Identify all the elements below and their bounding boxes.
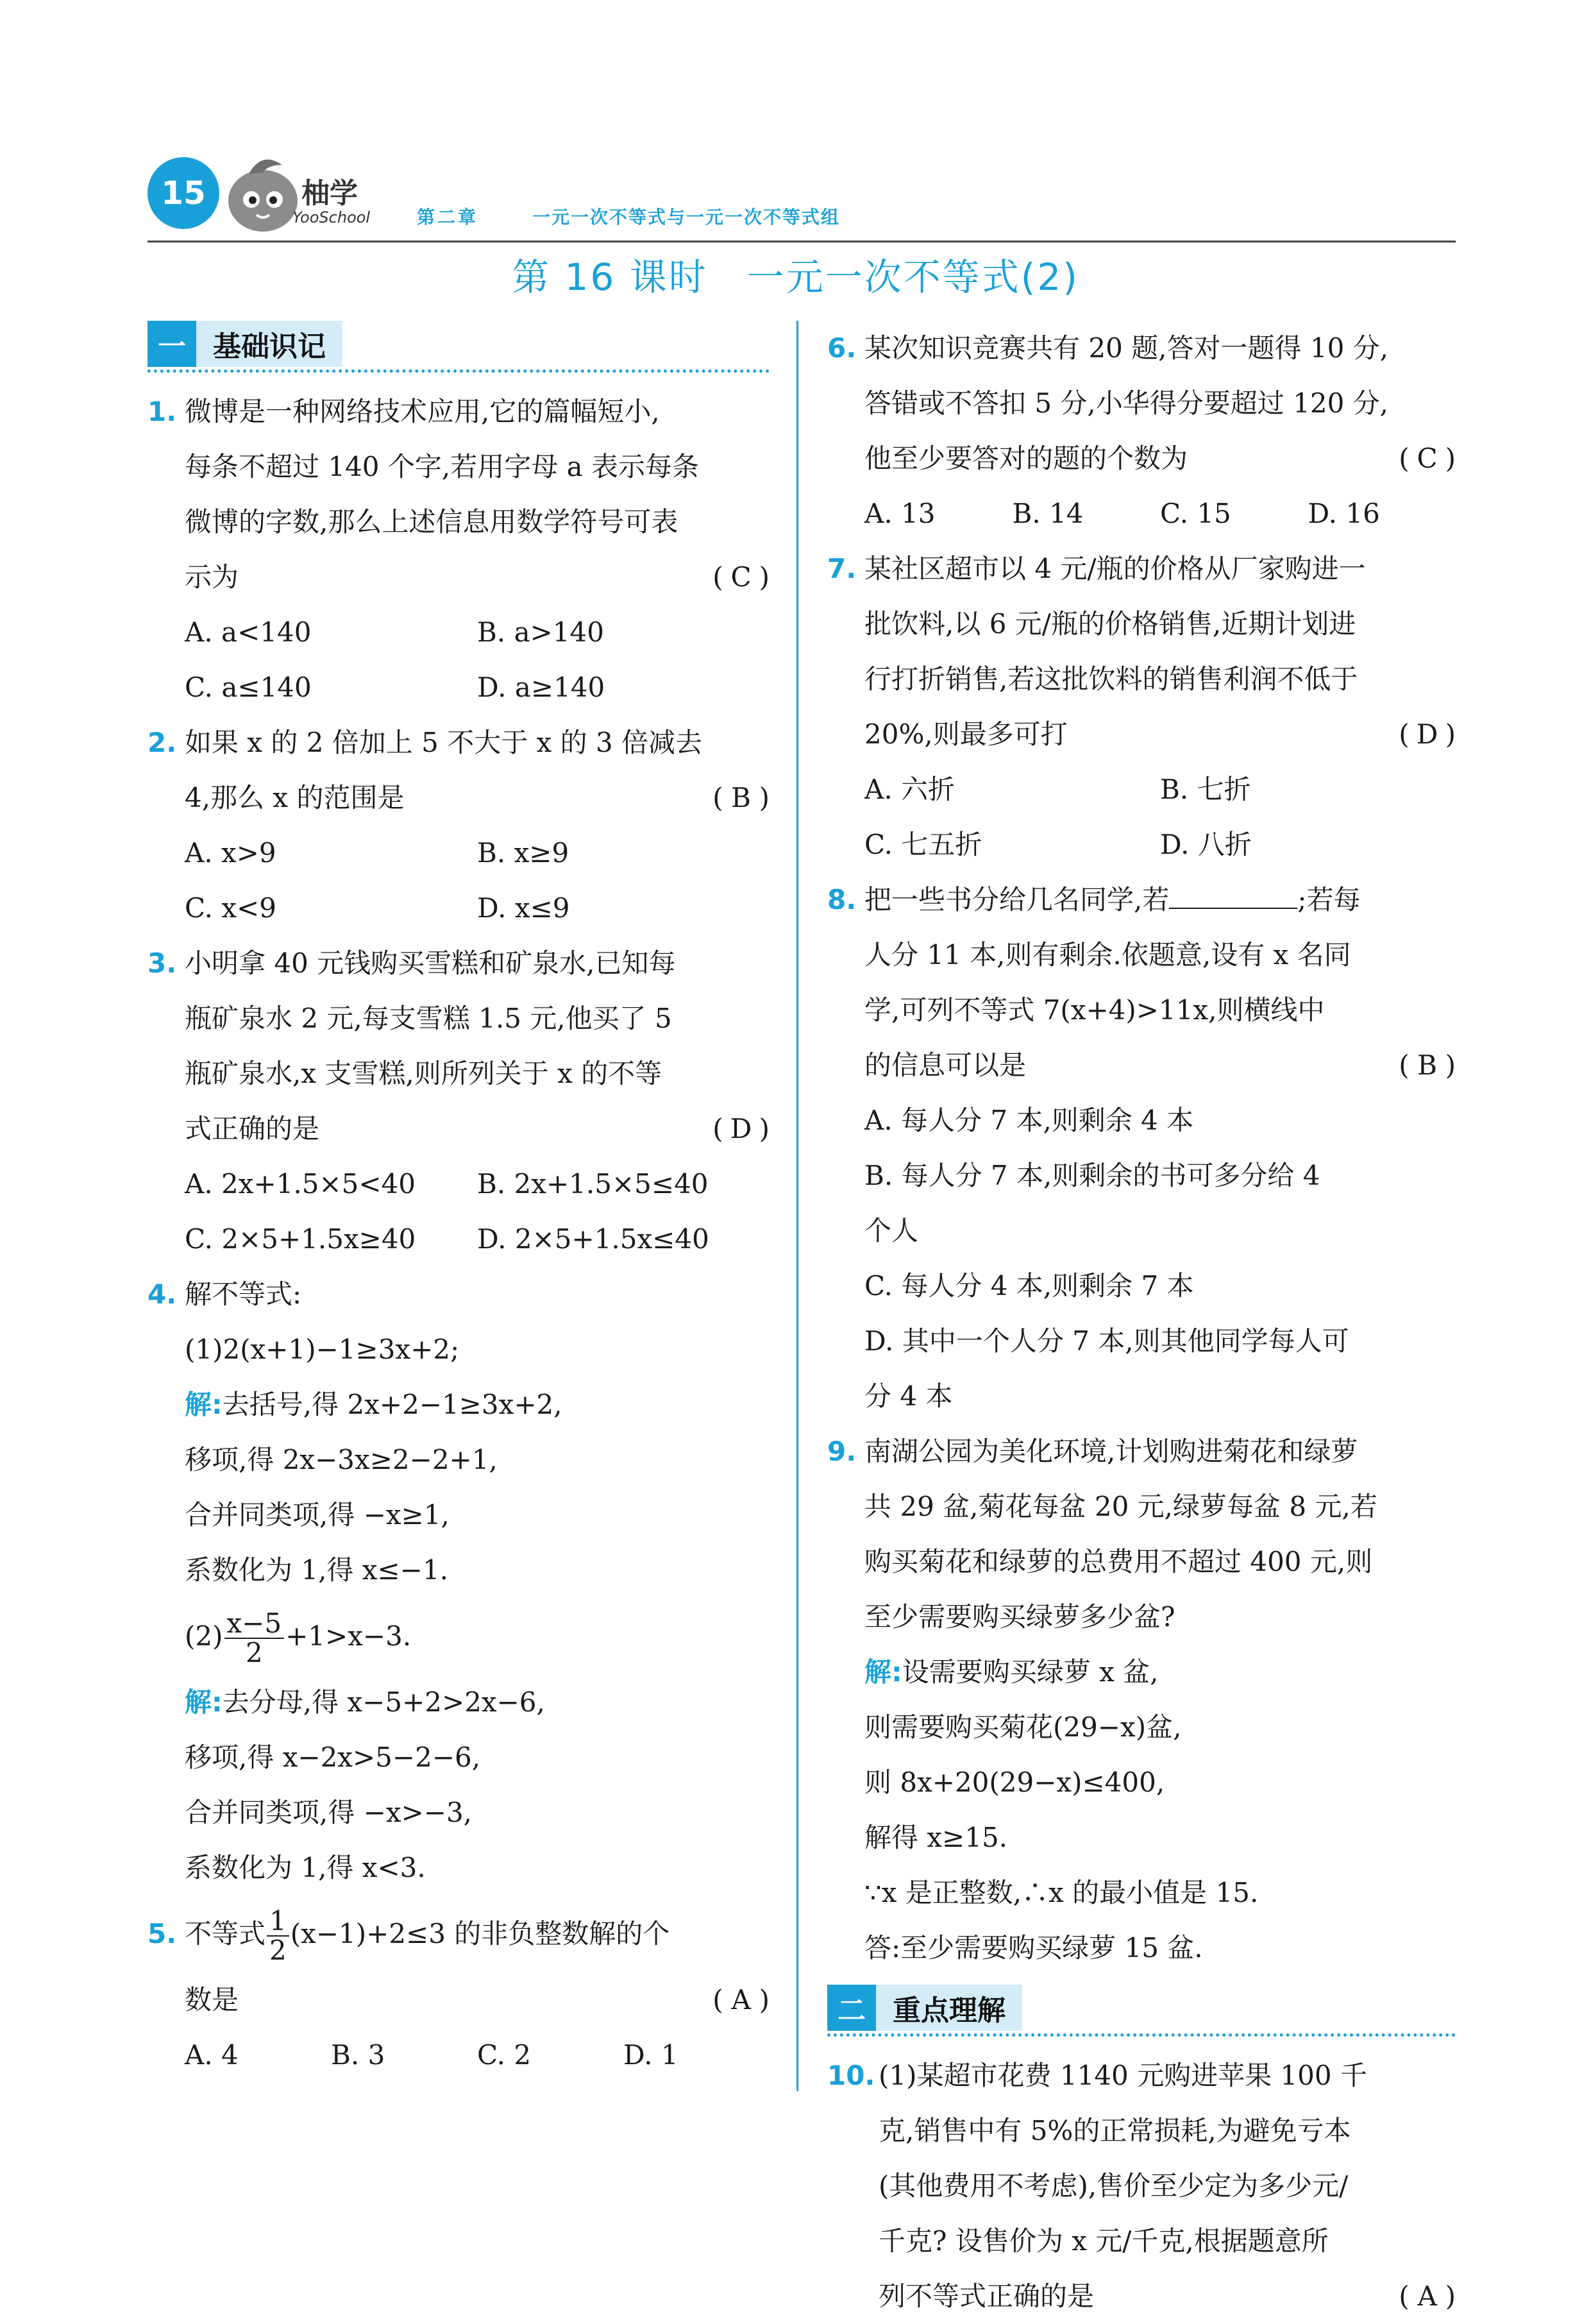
option-d: D. 其中一个人分 7 本,则其他同学每人可: [864, 1325, 1349, 1357]
question-text: (其他费用不考虑),售价至少定为多少元/: [879, 2170, 1349, 2201]
question-text: 千克? 设售价为 x 元/千克,根据题意所: [879, 2225, 1329, 2257]
question-text: 克,销售中有 5%的正常损耗,为避免亏本: [879, 2115, 1351, 2146]
options-row: [827, 486, 1456, 541]
question-5: [147, 1896, 770, 2083]
option-d: D. 1: [623, 2039, 678, 2071]
option-a: A. 每人分 7 本,则剩余 4 本: [864, 1105, 1194, 1136]
option-d: D. 2×5+1.5x≤40: [477, 1223, 709, 1255]
section-number: 二: [827, 1985, 876, 2031]
question-7: [827, 541, 1456, 872]
option-d: D. a≥140: [477, 672, 605, 703]
option-c: C. 2×5+1.5x≥40: [185, 1223, 416, 1255]
fraction: [224, 1609, 285, 1667]
question-number: 6.: [827, 332, 857, 364]
options-row: [147, 660, 770, 715]
option-a: A. 六折: [864, 774, 955, 805]
sub-problem-prefix: (2): [185, 1620, 223, 1652]
question-number: 9.: [827, 1436, 857, 1467]
sub-problem-1: (1)2(x+1)−1≥3x+2;: [185, 1334, 460, 1365]
sub-problem-suffix: +1>x−3.: [285, 1620, 412, 1652]
question-number: 1.: [147, 396, 177, 427]
question-text: 某次知识竞赛共有 20 题,答对一题得 10 分,: [864, 332, 1388, 364]
question-6: [827, 321, 1456, 541]
solution-label: 解:: [185, 1686, 223, 1718]
options-row: [147, 1157, 770, 1212]
question-text: 4,那么 x 的范围是: [185, 782, 405, 813]
option-b: B. 2x+1.5×5≤40: [477, 1168, 709, 1200]
question-9: [827, 1424, 1456, 1976]
question-number: 3.: [147, 947, 177, 979]
chapter-title: 一元一次不等式与一元一次不等式组: [532, 207, 841, 228]
page-header: [147, 144, 1456, 247]
question-text: 人分 11 本,则有剩余.依题意,设有 x 名同: [864, 939, 1351, 971]
answer-bracket: ( A ): [1399, 2269, 1456, 2324]
solution-label: 解:: [864, 1656, 902, 1688]
option-a: A. x>9: [185, 837, 276, 869]
options-row: [147, 605, 770, 660]
section-name: 重点理解: [876, 1985, 1022, 2031]
answer-bracket: ( C ): [1399, 431, 1456, 486]
option-b-continued: 个人: [864, 1215, 919, 1246]
right-column: [827, 321, 1456, 2324]
question-text: 微博是一种网络技术应用,它的篇幅短小,: [185, 396, 660, 427]
answer-letter: C: [730, 561, 752, 593]
answer-letter: B: [731, 782, 752, 813]
question-text: 他至少要答对的题的个数为: [864, 443, 1188, 474]
question-text: 列不等式正确的是: [879, 2280, 1095, 2312]
option-d: D. x≤9: [477, 892, 570, 924]
question-text: 共 29 盆,菊花每盆 20 元,绿萝每盆 8 元,若: [864, 1491, 1377, 1522]
fraction: [267, 1907, 289, 1965]
fraction-denominator: 2: [245, 1637, 263, 1668]
option-b: B. 七折: [1160, 774, 1251, 805]
header-rule: [147, 241, 1456, 242]
answer-letter: D: [1416, 718, 1438, 750]
solution-step: 去分母,得 x−5+2>2x−6,: [222, 1686, 545, 1718]
solution-step: ∵x 是正整数,∴x 的最小值是 15.: [864, 1877, 1259, 1908]
answer-bracket: ( C ): [712, 550, 770, 605]
answer-bracket: ( D ): [712, 1101, 770, 1157]
question-text: 小明拿 40 元钱购买雪糕和矿泉水,已知每: [185, 947, 676, 979]
question-text: 解不等式:: [185, 1278, 302, 1310]
answer-letter: A: [731, 1984, 751, 2015]
column-divider: [796, 321, 798, 2091]
question-text: 示为: [185, 561, 239, 593]
left-column: [147, 321, 770, 2083]
dotted-separator: [827, 2033, 1456, 2037]
option-c: C. 2: [477, 2039, 532, 2071]
section-header-basic: [147, 321, 770, 367]
question-number: 4.: [147, 1278, 177, 1310]
question-number: 10.: [827, 2060, 875, 2091]
option-b: B. x≥9: [477, 837, 569, 869]
option-a: A. 13: [864, 498, 936, 529]
options-row: [827, 762, 1456, 817]
solution-step: 则需要购买菊花(29−x)盆,: [864, 1711, 1182, 1743]
fraction-numerator: 1: [267, 1907, 289, 1937]
option-a: A. 2x+1.5×5<40: [185, 1168, 416, 1200]
question-text: (1)某超市花费 1140 元购进苹果 100 千: [879, 2060, 1367, 2091]
question-text: 南湖公园为美化环境,计划购进菊花和绿萝: [864, 1436, 1358, 1467]
sub-problem-2: [147, 1598, 770, 1675]
question-text: 20%,则最多可打: [864, 718, 1068, 750]
lesson-title: 第 16 课时 一元一次不等式(2): [512, 255, 1079, 299]
option-b: B. a>140: [477, 616, 604, 648]
question-number: 5.: [147, 1918, 177, 1949]
options-row: [147, 2028, 770, 2083]
page-number-badge: 15: [147, 157, 219, 229]
option-a: A. 4: [185, 2039, 239, 2071]
option-d-continued: 分 4 本: [864, 1380, 953, 1412]
option-c: C. 15: [1160, 498, 1231, 529]
question-text: 至少需要购买绿萝多少盆?: [864, 1601, 1175, 1633]
option-b: B. 3: [331, 2039, 385, 2071]
solution-step: 移项,得 2x−3x≥2−2+1,: [185, 1444, 498, 1475]
option-c: C. 每人分 4 本,则剩余 7 本: [864, 1270, 1194, 1302]
section-name: 基础识记: [196, 321, 342, 367]
question-number: 7.: [827, 553, 857, 584]
section-number: 一: [147, 321, 196, 367]
option-a: A. a<140: [185, 616, 312, 648]
question-text: (x−1)+2≤3 的非负整数解的个: [290, 1918, 670, 1949]
question-text: 的信息可以是: [864, 1049, 1027, 1081]
question-text: 答错或不答扣 5 分,小华得分要超过 120 分,: [864, 387, 1388, 419]
options-row: [147, 881, 770, 936]
solution-step: 去括号,得 2x+2−1≥3x+2,: [222, 1389, 562, 1420]
solution-step: 设需要购买绿萝 x 盆,: [902, 1656, 1159, 1688]
question-text: 不等式: [185, 1918, 266, 1949]
question-text: 瓶矿泉水 2 元,每支雪糕 1.5 元,他买了 5: [185, 1003, 672, 1034]
solution-step: 合并同类项,得 −x>−3,: [185, 1797, 473, 1828]
question-text: 每条不超过 140 个字,若用字母 a 表示每条: [185, 451, 699, 482]
question-text: 行打折销售,若这批饮料的销售利润不低于: [864, 663, 1358, 695]
question-text: 如果 x 的 2 倍加上 5 不大于 x 的 3 倍减去: [185, 727, 703, 758]
answer-letter: C: [1417, 443, 1438, 474]
answer-bracket: ( A ): [712, 1972, 770, 2028]
answer-bracket: ( D ): [1399, 707, 1456, 762]
dotted-separator: [147, 369, 770, 373]
answer-bracket: ( B ): [712, 770, 770, 826]
answer-letter: A: [1417, 2280, 1437, 2312]
question-number: 2.: [147, 727, 177, 758]
option-d: D. 16: [1308, 498, 1380, 529]
options-row: [147, 1212, 770, 1267]
chapter-label: 第二章: [417, 207, 479, 228]
question-text: 学,可列不等式 7(x+4)>11x,则横线中: [864, 994, 1325, 1026]
question-number: 8.: [827, 884, 857, 915]
option-b: B. 14: [1012, 498, 1084, 529]
question-10: [827, 2048, 1456, 2324]
options-row: [147, 826, 770, 881]
question-text: 数是: [185, 1984, 239, 2015]
option-d: D. 八折: [1160, 829, 1252, 860]
solution-label: 解:: [185, 1389, 223, 1420]
solution-step: 则 8x+20(29−x)≤400,: [864, 1767, 1165, 1798]
solution-step: 合并同类项,得 −x≥1,: [185, 1499, 450, 1531]
question-text: 购买菊花和绿萝的总费用不超过 400 元,则: [864, 1546, 1373, 1577]
option-c: C. 七五折: [864, 829, 982, 860]
brand-name: 柚学: [301, 177, 358, 210]
question-text: 某社区超市以 4 元/瓶的价格从厂家购进一: [864, 553, 1366, 584]
question-3: [147, 936, 770, 1267]
question-text: 批饮料,以 6 元/瓶的价格销售,近期计划进: [864, 608, 1356, 640]
fraction-numerator: x−5: [224, 1609, 285, 1639]
brand-subtitle: YooSchool: [292, 208, 371, 226]
question-text: 瓶矿泉水,x 支雪糕,则所列关于 x 的不等: [185, 1058, 662, 1089]
answer-bracket: ( B ): [1399, 1038, 1456, 1093]
section-header-key: [827, 1985, 1456, 2031]
option-c: C. x<9: [185, 892, 276, 924]
solution-step: 系数化为 1,得 x<3.: [185, 1852, 426, 1883]
question-text: ;若每: [1297, 884, 1361, 915]
solution-step: 解得 x≥15.: [864, 1822, 1008, 1853]
fill-in-blank: [1169, 882, 1297, 909]
answer-letter: D: [730, 1113, 752, 1144]
solution-step: 答:至少需要购买绿萝 15 盆.: [864, 1932, 1203, 1964]
options-row: [827, 817, 1456, 872]
solution-step: 系数化为 1,得 x≤−1.: [185, 1554, 448, 1586]
question-text: 把一些书分给几名同学,若: [864, 884, 1170, 915]
answer-letter: B: [1417, 1049, 1438, 1081]
fraction-denominator: 2: [269, 1935, 287, 1966]
question-1: [147, 384, 770, 715]
option-c: C. a≤140: [185, 672, 312, 703]
question-8: [827, 872, 1456, 1424]
question-2: [147, 715, 770, 936]
question-4: [147, 1267, 770, 1896]
mascot-logo-icon: [223, 151, 303, 234]
question-text: 式正确的是: [185, 1113, 320, 1144]
question-text: 微博的字数,那么上述信息用数学符号可表: [185, 506, 678, 538]
solution-step: 移项,得 x−2x>5−2−6,: [185, 1742, 481, 1773]
option-b: B. 每人分 7 本,则剩余的书可多分给 4: [864, 1160, 1320, 1191]
